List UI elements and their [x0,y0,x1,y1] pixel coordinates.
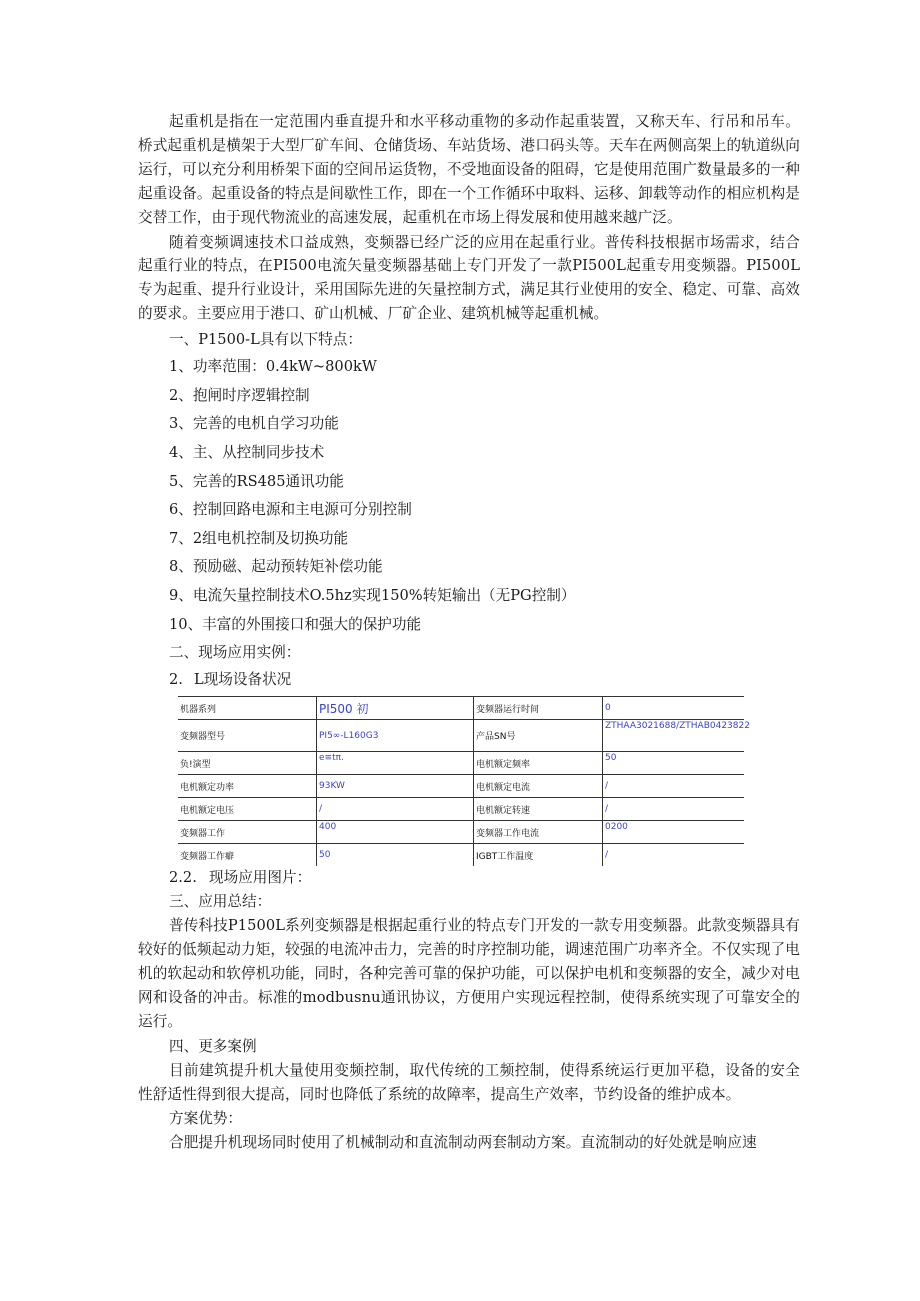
table-cell: 变频器工作癖 [178,844,317,867]
table-row [178,844,744,867]
table-cell: PI500 初 [317,697,474,720]
table-cell: 产品SN号 [474,720,603,752]
feature-item: 5、完善的RS485通讯功能 [169,472,344,490]
table-cell: 负!演型 [178,752,317,775]
advantages-title: 方案优势： [169,1110,242,1128]
table-cell: 变频器运行时间 [474,697,603,720]
feature-item: 3、完善的电机自学习功能 [169,415,339,433]
advantages-paragraph: 合肥提升机现场同时使用了机械制动和直流制动两套制动方案。直流制动的好处就是响应速 [169,1134,757,1152]
section-2-title: 二、现场应用实例： [169,644,301,662]
table-cell: 400 [317,821,474,844]
document-page [138,110,800,1156]
feature-item: 8、预励磁、起动预转矩补偿功能 [169,558,383,576]
table-cell: / [317,798,474,821]
subsection-title: L现场设备状况 [194,671,292,689]
subsection-2-2 [138,866,800,890]
feature-list [138,353,800,639]
section-3-title: 三、应用总结： [169,893,272,911]
table-row [178,821,744,844]
intro-paragraph-1: 起重机是指在一定范围内垂直提升和水平移动重物的多动作起重装置，又称天车、行吊和吊车。桥式起重机是横架于大型厂矿车间、仓储货场、车站货场、港口码头等。天车在两侧高架上的轨道纵向运行，可以充分利用桥架下面的空间吊运货物，不受地面设备的阻碍，它是使用范围广数量最多的一种起重设备。起重设备的特点是间歇性工作，即在一个工作循环中取料、运移、卸载等动作的相应机构是交替工作，由于现代物流业的高速发展，起重机在市场上得发展和使用越来越广泛。 [138,113,800,226]
table-cell: PI5∞-L160G3 [317,720,474,752]
table-row [178,775,744,798]
table-cell: ZTHAA3021688/ZTHAB0423822 [603,720,745,752]
table-cell: / [603,798,745,821]
intro-paragraph-2: 随着变频调速技术口益成熟，变频器已经广泛的应用在起重行业。普传科技根据市场需求，结合起重行业的特点，在PI500电流矢量变频器基础上专门开发了一款PI500L起重专用变频器。PI500L专为起重、提升行业设计，采用国际先进的矢量控制方式，满足其行业使用的安全、稳定、可靠、高效的要求。主要应用于港口、矿山机械、厂矿企业、建筑机械等起重机械。 [138,233,800,323]
feature-item: 7、2组电机控制及切换功能 [169,529,349,547]
table-cell: 电机额定功率 [178,775,317,798]
table-cell: 93KW [317,775,474,798]
table-row [178,697,744,720]
feature-item: 2、抱闸时序逻辑控制 [169,386,310,404]
table-cell: 变频器工作电流 [474,821,603,844]
section-4-title: 四、更多案例 [169,1037,257,1055]
table-cell: 电机额定频率 [474,752,603,775]
table-row [178,752,744,775]
table-cell: 变频器型号 [178,720,317,752]
table-cell: 50 [317,844,474,867]
subsection-number: 2. [169,671,183,689]
table-cell: 电机额定电压 [178,798,317,821]
table-row [178,720,744,752]
subsection-2-1 [138,667,800,693]
feature-item: 4、主、从控制同步技术 [169,443,325,461]
more-cases-paragraph: 目前建筑提升机大量使用变频控制，取代传统的工频控制，使得系统运行更加平稳，设备的安全性舒适性得到很大提高，同时也降低了系统的故障率，提高生产效率，节约设备的维护成本。 [138,1061,800,1103]
table-cell: 电机额定转速 [474,798,603,821]
table-cell: 电机额定电流 [474,775,603,798]
subsection-number: 2.2. [169,869,197,887]
feature-item: 6、控制回路电源和主电源可分别控制 [169,501,412,519]
table-cell: e≡tπ. [317,752,474,775]
table-cell: 0200 [603,821,745,844]
equipment-status-table [178,696,750,866]
section-1-title: 一、P1500-L具有以下特点： [169,331,362,349]
table-cell: / [603,775,745,798]
summary-paragraph: 普传科技P1500L系列变频器是根据起重行业的特点专门开发的一款专用变频器。此款变频器具有较好的低频起动力矩，较强的电流冲击力，完善的时序控制功能，调速范围广功率齐全。不仅实现了电机的软起动和软停机功能，同时，各种完善可靠的保护功能，可以保护电机和变频器的安全，减少对电网和设备的冲击。标准的modbusnu通讯协议，方便用户实现远程控制，使得系统实现了可靠安全的运行。 [138,917,800,1030]
table-cell: 变频器工作 [178,821,317,844]
feature-item: 9、电流矢量控制技术O.5hz实现150%转矩输出（无PG控制） [169,586,576,604]
table-row [178,798,744,821]
table-cell: 机器系列 [178,697,317,720]
subsection-title: 现场应用图片： [209,869,312,887]
table-cell: 50 [603,752,745,775]
table-cell: IGBT工作温度 [474,844,603,867]
feature-item: 1、功率范围：0.4kW~800kW [169,358,377,376]
table-cell: / [603,844,745,867]
table-cell: 0 [603,697,745,720]
feature-item: 10、丰富的外围接口和强大的保护功能 [169,615,422,633]
